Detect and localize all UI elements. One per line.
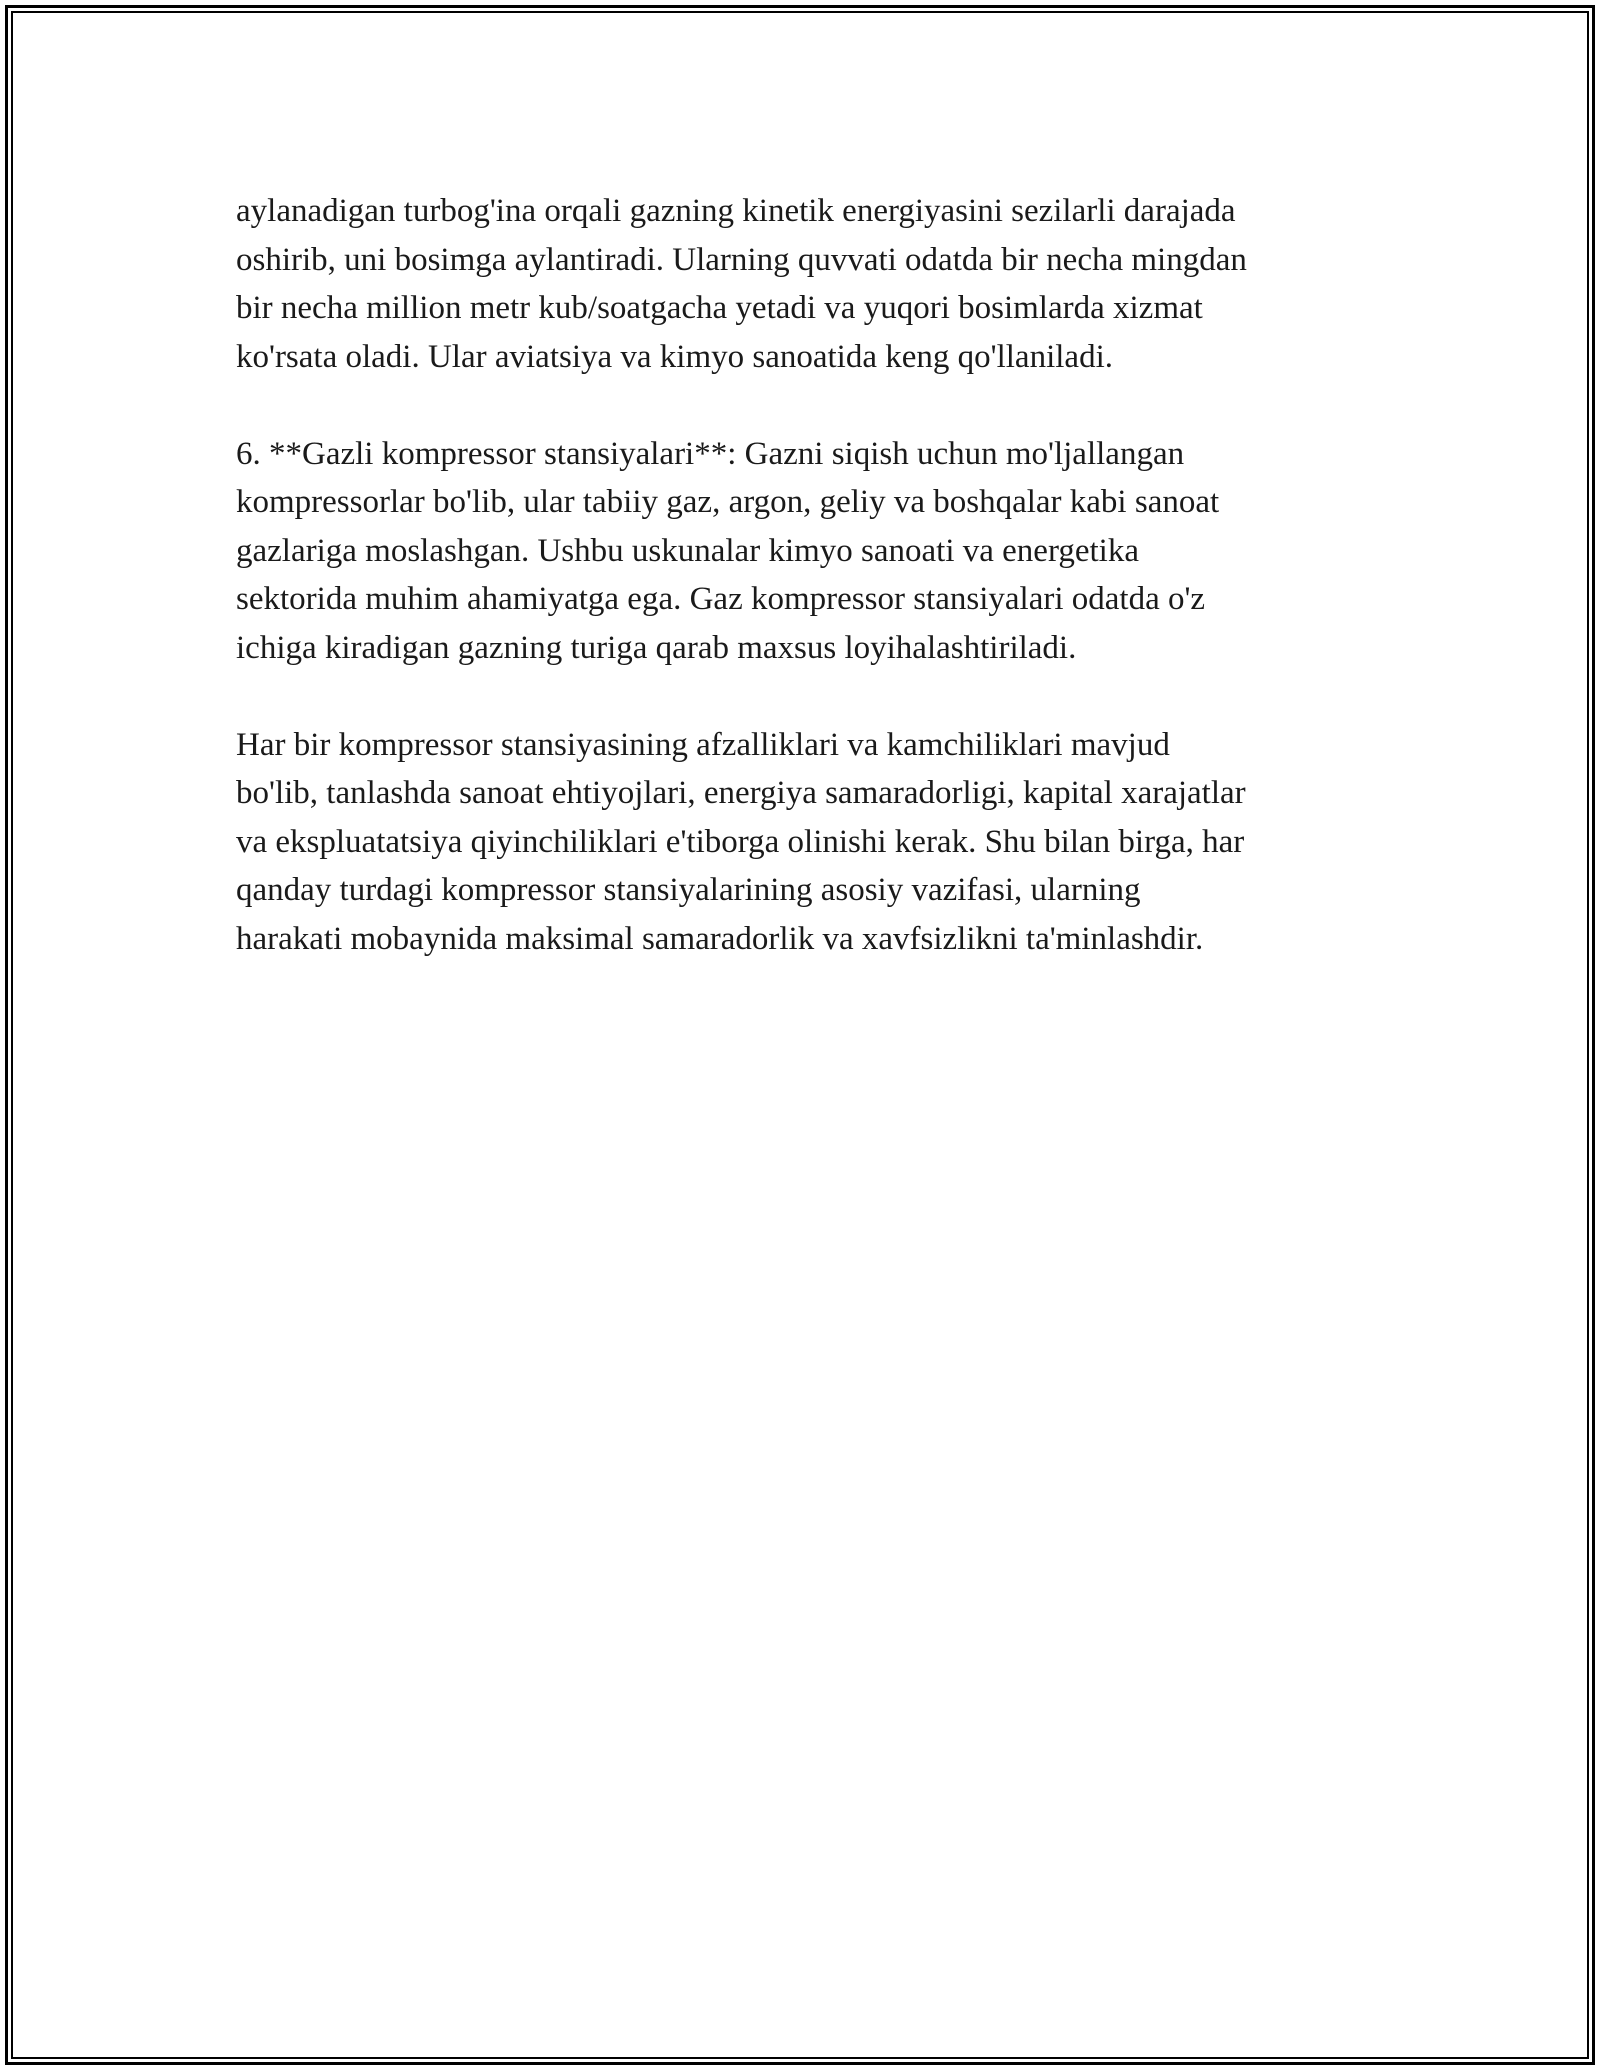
text-line: bir necha million metr kub/soatgacha yetadi va yuqori bosimlarda xizmat [236,290,1203,326]
text-line: kompressorlar bo'lib, ular tabiiy gaz, argon, geliy va boshqalar kabi sanoat [236,484,1220,520]
text-line: gazlariga moslashgan. Ushbu uskunalar kimyo sanoati va energetika [236,532,1139,569]
paragraph-conclusion [236,721,1386,964]
document-body [236,187,1386,1012]
text-line: bo'lib, tanlashda sanoat ehtiyojlari, energiya samaradorligi, kapital xarajatlar [236,775,1246,811]
text-line: Har bir kompressor stansiyasining afzalliklari va kamchiliklari mavjud [236,726,1170,763]
text-line: va ekspluatatsiya qiyinchiliklari e'tiborga olinishi kerak. Shu bilan birga, har [236,823,1245,860]
text-line: ko'rsata oladi. Ular aviatsiya va kimyo sanoatida keng qo'llaniladi. [236,338,1113,375]
text-line: ichiga kiradigan gazning turiga qarab maxsus loyihalashtiriladi. [236,629,1077,666]
text-line: harakati mobaynida maksimal samaradorlik va xavfsizlikni ta'minlashdir. [236,920,1204,957]
text-line: oshirib, uni bosimga aylantiradi. Ularning quvvati odatda bir necha mingdan [236,241,1247,278]
paragraph-turbo-compressors [236,187,1386,381]
text-line: aylanadigan turbog'ina orqali gazning kinetik energiyasini sezilarli darajada [236,193,1236,229]
text-line: sektorida muhim ahamiyatga ega. Gaz kompressor stansiyalari odatda o'z [236,581,1206,617]
paragraph-gas-compressor-stations [236,430,1386,673]
text-line: qanday turdagi kompressor stansiyalarining asosiy vazifasi, ularning [236,872,1141,908]
text-line: 6. **Gazli kompressor stansiyalari**: Gazni siqish uchun mo'ljallangan [236,435,1185,472]
